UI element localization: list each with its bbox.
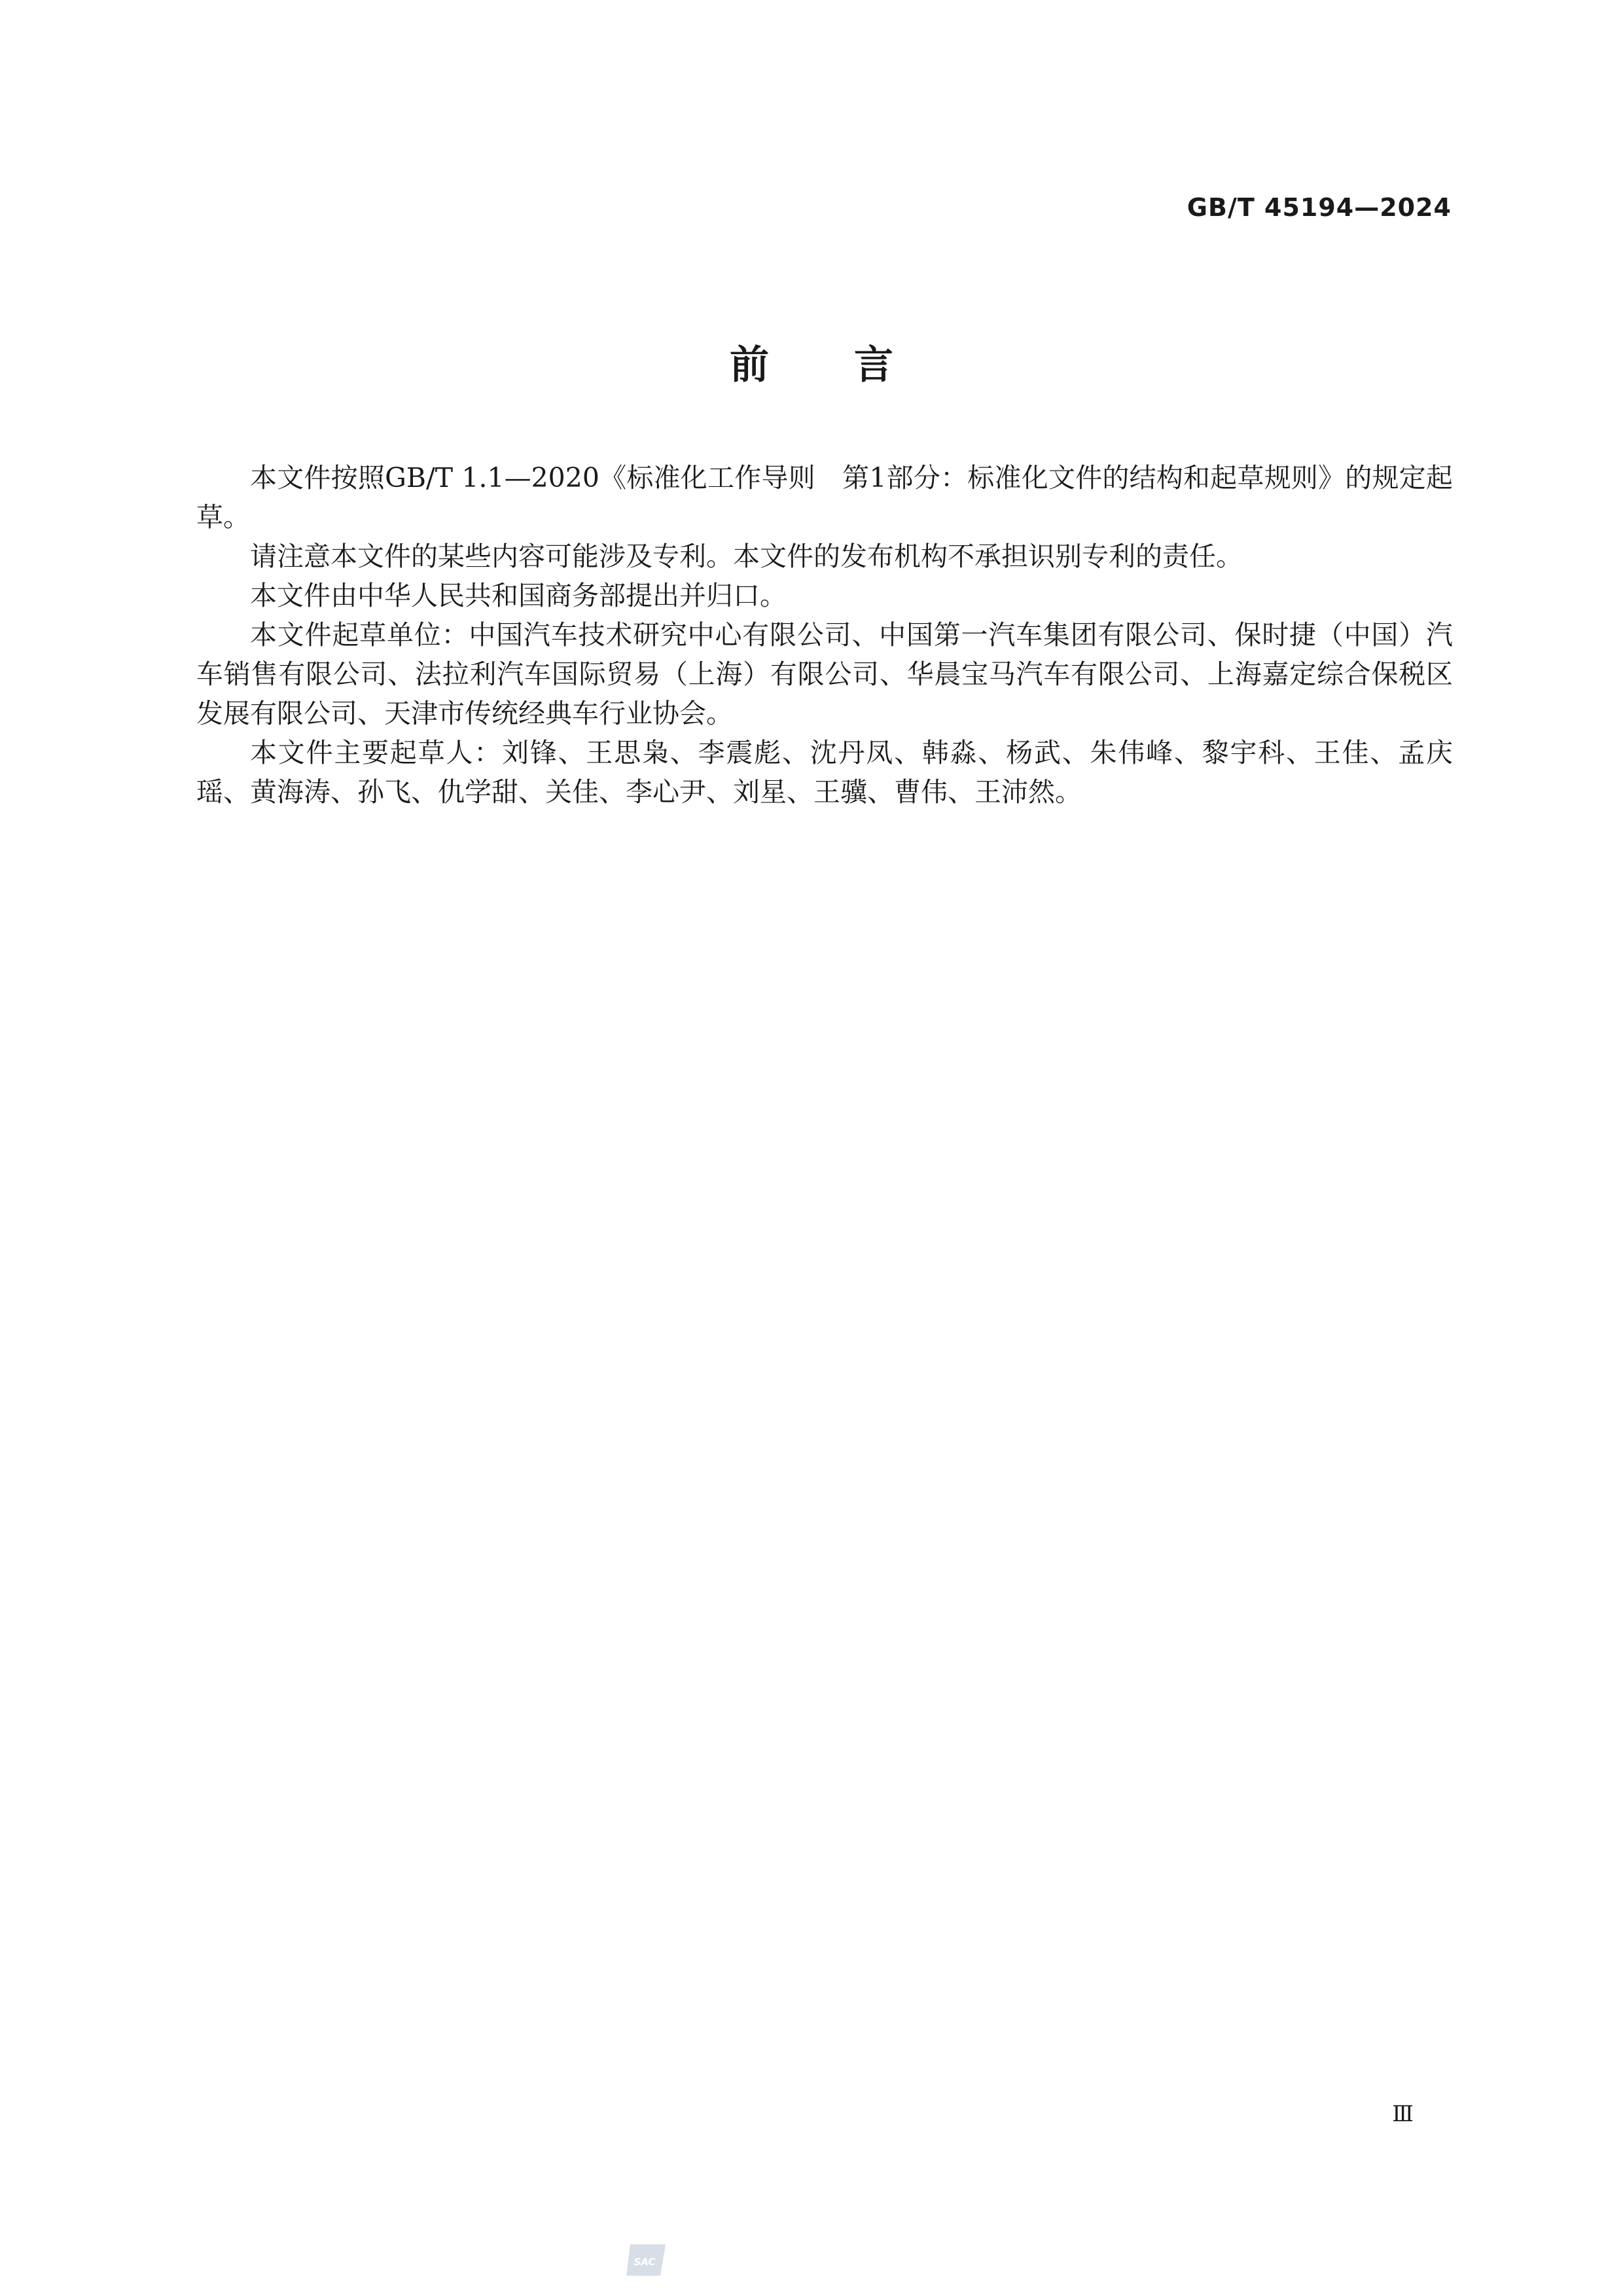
paragraph-drafting-rules: 本文件按照GB/T 1.1—2020《标准化工作导则 第1部分：标准化文件的结构和起草规则》的规定起草。 xyxy=(196,462,1453,533)
paragraph-drafters: 本文件主要起草人：刘锋、王思枭、李震彪、沈丹凤、韩淼、杨武、朱伟峰、黎宇科、王佳、孟庆瑶、黄海涛、孙飞、仇学甜、关佳、李心尹、刘星、王骥、曹伟、王沛然。 xyxy=(196,737,1453,808)
standard-number: GB/T 45194—2024 xyxy=(1186,193,1452,222)
page-number: Ⅲ xyxy=(1392,2101,1414,2127)
paragraph-drafting-units: 本文件起草单位：中国汽车技术研究中心有限公司、中国第一汽车集团有限公司、保时捷（中国）汽车销售有限公司、法拉利汽车国际贸易（上海）有限公司、华晨宝马汽车有限公司、上海嘉定综合保税区发展有限公司、天津市传统经典车行业协会。 xyxy=(196,619,1453,729)
watermark-text: SAC xyxy=(633,2256,656,2268)
document-body xyxy=(196,458,1453,812)
sac-watermark-logo xyxy=(625,2242,671,2278)
page-title: 前言 xyxy=(730,342,978,388)
paragraph-proposer: 本文件由中华人民共和国商务部提出并归口。 xyxy=(250,580,787,611)
paragraph-patent-notice: 请注意本文件的某些内容可能涉及专利。本文件的发布机构不承担识别专利的责任。 xyxy=(250,541,1243,572)
